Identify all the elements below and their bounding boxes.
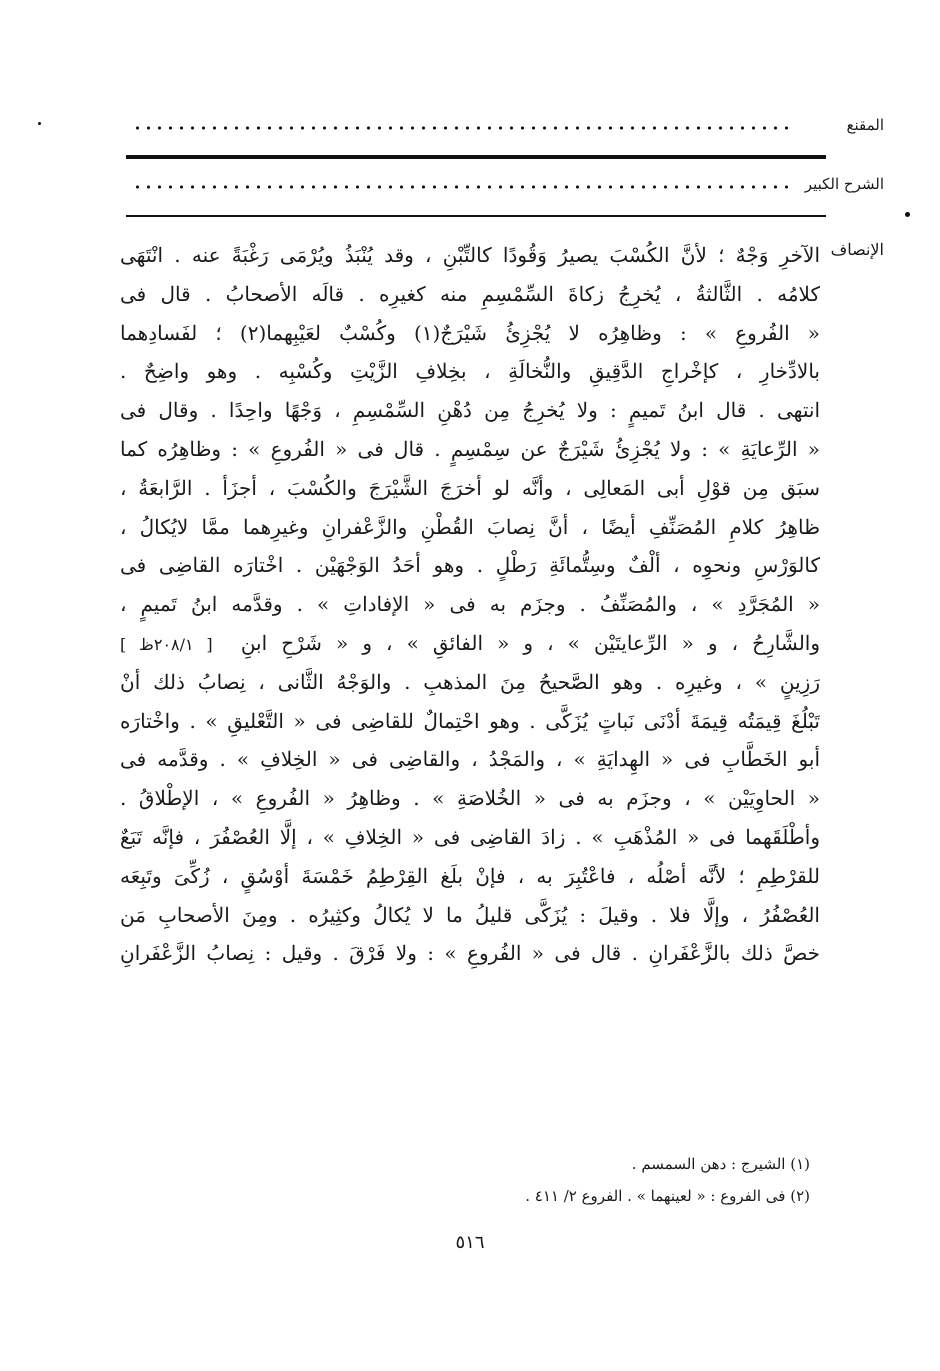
scan-speck — [38, 122, 41, 125]
footnote: (١) الشيرج : دهن السمسم . — [631, 1155, 810, 1173]
dotted-line-muqni — [132, 125, 794, 131]
label-insaf: الإنصاف — [830, 240, 884, 259]
text-line: « الحاوِيَيْن » ، وجزَم به فى « الخُلاصَةِ » . وظاهِرُ « الفُروعِ » ، الإطْلاقُ . — [120, 786, 820, 811]
text-line: « الفُروعِ » : وظاهِرُه لا يُجْزِئُ شَيْرَجٌ(١) وكُسْبٌ لعَيْبِهما(٢) ؛ لفَسادِهما — [120, 320, 820, 345]
text-line: كلامُه . الثَّالثةُ ، يُخرِجُ زكاةَ السِّمْسِمِ منه كغيرِه . قالَه الأصحابُ . قال فى — [120, 281, 820, 306]
text-line: خصَّ ذلك بالزَّعْفَرانِ . قال فى « الفُروعِ » : ولا فَرْقَ . وقيل : نِصابُ الزَّعْفَرانِ — [120, 941, 820, 966]
dotted-line-sharh — [132, 184, 794, 190]
label-sharh-kabir: الشرح الكبير — [804, 175, 884, 193]
text-line: تَبْلُغَ قِيمَتُه قِيمَةَ أدْنَى نَباتٍ يُزَكَّى . وهو احْتِمالٌ للقاضِى فى « التَّعْليقِ » . واخْتارَه — [120, 708, 820, 733]
thin-divider — [126, 215, 826, 217]
text-line: سبَق مِن قوْلِ أبى المَعالِى ، وأنَّه لو أخرَجَ الشَّيْرَجَ والكُسْبَ ، أجزَأ . الرَّابعَةُ ، — [120, 475, 820, 500]
text-line: كالوَرْسِ ونحوِه ، ألْفٌ وسِتُّمائَةِ رَطْلٍ . وهو أحَدُ الوَجْهَيْن . اخْتارَه القاضِى فى — [120, 553, 820, 578]
text-line: ظاهِرُ كلامِ المُصَنِّفِ أيضًا ، أنَّ نِصابَ القُطْنِ والزَّعْفرانِ وغيرِهما ممَّا لايُكالُ ، — [120, 514, 820, 539]
margin-dot — [905, 212, 910, 217]
insaf-body-text — [120, 236, 820, 973]
footnotes — [525, 1148, 810, 1212]
thick-divider — [126, 155, 826, 159]
footnote: (٢) فى الفروع : « لعينهما » . الفروع ٢/ ٤١١ . — [525, 1187, 810, 1205]
text-line: انتهى . قال ابنُ تَميمٍ : ولا يُخرِجُ مِن دُهْنِ السِّمْسِمِ ، وَجْهًا واحِدًا . وقال فى — [120, 398, 820, 423]
text-line: للقرْطِمِ ؛ لأنَّه أصْلُه ، فاعْتُبِرَ به ، فإنْ بلَغ القِرْطِمُ خَمْسَةَ أوْسُقٍ ، زُكِّىَ وتَبِعَه — [120, 863, 820, 888]
text-line: أبو الخَطَّابِ فى « الهِدايَةِ » ، والمَجْدُ ، والقاضِى فى « الخِلافِ » . وقدَّمه فى — [120, 747, 820, 772]
text-line: رَزِينٍ » ، وغيرِه . وهو الصَّحيحُ مِنَ المذهبِ . والوَجْهُ الثَّانى ، نِصابُ ذلك أنْ — [120, 669, 820, 694]
text-line-with-ref — [120, 624, 820, 663]
text-line: « المُجَرَّدِ » ، والمُصَنِّفُ . وجزَم به فى « الإفاداتِ » . وقدَّمه ابنُ تَميمٍ ، — [120, 592, 820, 617]
text-line: بالادِّخارِ ، كإخْراجِ الدَّقِيقِ والنُّخالَةِ ، بخِلافِ الزَّيْتِ وكُسْبِه . وهو واضِحٌ . — [120, 359, 820, 384]
label-muqni: المقنع — [846, 116, 884, 134]
text-line: العُصْفُرُ ، وإلَّا فلا . وقيلَ : يُزَكَّى قليلُ ما لا يُكالُ وكثِيرُه . ومِنَ الأصحابِ مَن — [120, 902, 820, 927]
text-line: الآخرِ وَجْهٌ ؛ لأنَّ الكُسْبَ يصيرُ وَقُودًا كالتِّبْنِ ، وقد يُنْبَذُ ويُرْمَى رَغْبَةً عنه . انْتَهَى — [120, 243, 820, 267]
text-line: وأطْلَقَهما فى « المُذْهَبِ » . زادَ القاضِى فى « الخِلافِ » ، إلَّا العُصْفُرَ ، فإنَّه تَبَعٌ — [120, 824, 820, 849]
bracket-page-ref: [ ٢٠٨/١ظ ] — [120, 634, 213, 654]
line-text: والشَّارِحُ ، و « الرِّعايتَيْن » ، و « الفائقِ » ، و « شَرْحِ ابنِ — [240, 630, 820, 655]
text-line: « الرِّعايَةِ » : ولا يُجْزِئُ شَيْرَجٌ عن سِمْسِمٍ . قال فى « الفُروعِ » : وظاهِرُه كما — [120, 436, 820, 461]
page-number: ٥١٦ — [455, 1232, 485, 1253]
